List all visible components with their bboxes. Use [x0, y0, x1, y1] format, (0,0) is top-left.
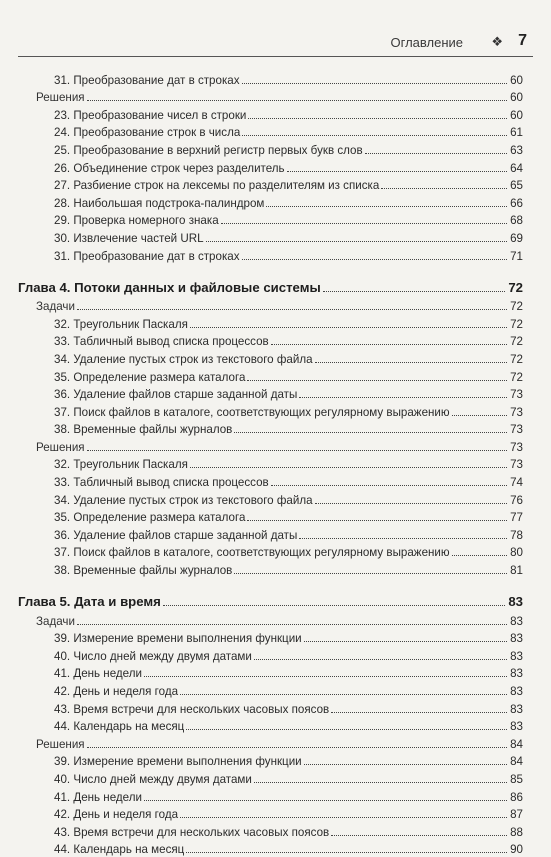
toc-page-number: 83	[508, 594, 523, 610]
toc-entry-title: 35. Определение размера каталога	[54, 370, 246, 384]
toc-entry[interactable]	[0, 525, 551, 543]
dot-leader	[323, 291, 506, 292]
toc-page-number: 76	[510, 493, 523, 507]
dot-leader	[221, 223, 507, 224]
toc-entry[interactable]	[0, 629, 551, 647]
toc-entry-title: 33. Табличный вывод списка процессов	[54, 335, 269, 349]
toc-page-number: 60	[510, 91, 523, 105]
toc-section-heading[interactable]	[0, 437, 551, 455]
toc-page-number: 83	[510, 702, 523, 716]
toc-entry-title: 32. Треугольник Паскаля	[54, 458, 188, 472]
header-title: Оглавление	[390, 35, 463, 50]
toc-entry-title: Решения	[36, 440, 85, 454]
dot-leader	[247, 520, 507, 521]
toc-entry-title: 38. Временные файлы журналов	[54, 423, 233, 437]
dot-leader	[381, 188, 507, 189]
toc-page-number: 83	[510, 667, 523, 681]
toc-entry[interactable]	[0, 805, 551, 823]
toc-entry-title: 26. Объединение строк через разделитель	[54, 161, 285, 175]
toc-entry-title: Задачи	[36, 300, 75, 314]
toc-entry-title: 39. Измерение времени выполнения функции	[54, 755, 302, 769]
toc-page-number: 83	[510, 649, 523, 663]
toc-entry-title: 40. Число дней между двумя датами	[54, 772, 252, 786]
toc-entry[interactable]	[0, 822, 551, 840]
toc-entry[interactable]	[0, 246, 551, 264]
toc-page-number: 60	[510, 73, 523, 87]
dot-leader	[452, 555, 508, 556]
toc-page-number: 61	[510, 126, 523, 140]
dot-leader	[271, 344, 507, 345]
toc-entry-title: 35. Определение размера каталога	[54, 511, 246, 525]
toc-entry[interactable]	[0, 123, 551, 141]
toc-page-number: 81	[510, 564, 523, 578]
toc-entry-title: 29. Проверка номерного знака	[54, 214, 219, 228]
dot-leader	[299, 538, 507, 539]
toc-section-heading[interactable]	[0, 611, 551, 629]
toc-page-number: 72	[510, 317, 523, 331]
dot-leader	[234, 573, 507, 574]
toc-entry-title: 38. Временные файлы журналов	[54, 564, 233, 578]
toc-entry-title: 40. Число дней между двумя датами	[54, 649, 252, 663]
toc-page-number: 72	[510, 335, 523, 349]
dot-leader	[304, 641, 507, 642]
dot-leader	[266, 206, 507, 207]
toc-section-heading[interactable]	[0, 88, 551, 106]
toc-entry-title: 27. Разбиение строк на лексемы по разделителям из списка	[54, 179, 380, 193]
toc-entry-title: 33. Табличный вывод списка процессов	[54, 476, 269, 490]
dot-leader	[180, 817, 507, 818]
toc-page-number: 72	[508, 279, 523, 295]
toc-page-number: 63	[510, 143, 523, 157]
dot-leader	[365, 153, 507, 154]
toc-entry[interactable]	[0, 769, 551, 787]
dot-leader	[242, 135, 507, 136]
dot-leader	[287, 171, 507, 172]
toc-entry[interactable]	[0, 385, 551, 403]
dot-leader	[87, 450, 508, 451]
toc-entry-title: Задачи	[36, 614, 75, 628]
toc-entry[interactable]	[0, 560, 551, 578]
dot-leader	[180, 694, 507, 695]
toc-page-number: 73	[510, 458, 523, 472]
toc-page-number: 66	[510, 196, 523, 210]
toc-entry-title: Решения	[36, 91, 85, 105]
dot-leader	[77, 309, 507, 310]
dot-leader	[271, 485, 507, 486]
toc-entry[interactable]	[0, 140, 551, 158]
toc-entry-title: Решения	[36, 737, 85, 751]
toc-page-number: 73	[510, 405, 523, 419]
dot-leader	[144, 676, 507, 677]
toc-entry[interactable]	[0, 717, 551, 735]
toc-entry[interactable]	[0, 455, 551, 473]
toc-entry[interactable]	[0, 699, 551, 717]
toc-entry[interactable]	[0, 349, 551, 367]
toc-chapter-heading[interactable]	[0, 587, 551, 611]
toc-page-number: 88	[510, 825, 523, 839]
toc-entry-title: 37. Поиск файлов в каталоге, соответствующих регулярному выражению	[54, 546, 450, 560]
dot-leader	[315, 362, 508, 363]
dot-leader	[248, 118, 507, 119]
toc-page-number: 65	[510, 179, 523, 193]
dot-leader	[242, 259, 508, 260]
dot-leader	[299, 397, 507, 398]
toc-entry-title: 23. Преобразование чисел в строки	[54, 108, 247, 122]
toc-entry-title: Глава 4. Потоки данных и файловые системы	[18, 279, 321, 295]
toc-entry-title: Глава 5. Дата и время	[18, 594, 161, 610]
toc-page-number: 83	[510, 685, 523, 698]
toc-entry-title: 42. День и неделя года	[54, 808, 179, 822]
dot-leader	[247, 380, 507, 381]
toc-entry[interactable]	[0, 543, 551, 561]
dot-leader	[304, 764, 507, 765]
dot-leader	[190, 467, 507, 468]
toc-entry-title: 31. Преобразование дат в строках	[54, 249, 240, 263]
toc-section-heading[interactable]	[0, 734, 551, 752]
toc-entry[interactable]	[0, 211, 551, 229]
toc-entry-title: 32. Треугольник Паскаля	[54, 317, 188, 331]
toc-entry-title: 42. День и неделя года	[54, 685, 179, 698]
toc-entry-title: 43. Время встречи для нескольких часовых поясов	[54, 825, 330, 839]
toc-entry[interactable]	[0, 472, 551, 490]
toc-entry-title: 34. Удаление пустых строк из текстового файла	[54, 493, 313, 507]
toc-entry-title: 30. Извлечение частей URL	[54, 231, 204, 245]
toc-page-number: 68	[510, 214, 523, 228]
toc-page-number: 73	[510, 388, 523, 402]
toc-page-number: 72	[510, 352, 523, 366]
toc-entry[interactable]	[0, 105, 551, 123]
dot-leader	[242, 83, 508, 84]
toc-entry[interactable]	[0, 367, 551, 385]
toc-page-number: 83	[510, 614, 523, 628]
toc-entry-title: 31. Преобразование дат в строках	[54, 73, 240, 87]
header-divider	[18, 56, 533, 57]
toc-page-number: 87	[510, 808, 523, 822]
toc-entry-title: 36. Удаление файлов старше заданной даты	[54, 528, 298, 542]
toc-entry-title: 28. Наибольшая подстрока-палиндром	[54, 196, 265, 210]
toc-entry-title: 44. Календарь на месяц	[54, 720, 185, 734]
toc-chapter-heading[interactable]	[0, 273, 551, 297]
toc-page-number: 73	[510, 423, 523, 437]
dot-leader	[77, 624, 507, 625]
toc-entry-title: 44. Календарь на месяц	[54, 843, 185, 857]
toc-entry-title: 25. Преобразование в верхний регистр первых букв слов	[54, 143, 363, 157]
toc-entry[interactable]	[0, 490, 551, 508]
header-page-number: 7	[518, 32, 527, 49]
toc-page-number: 90	[510, 843, 523, 857]
dot-leader	[163, 605, 505, 606]
dot-leader	[186, 852, 507, 853]
toc-page-number: 74	[510, 476, 523, 490]
toc-entry[interactable]	[0, 193, 551, 211]
chapter-spacer	[0, 578, 551, 587]
toc-entry[interactable]	[0, 332, 551, 350]
toc-page-number: 71	[510, 249, 523, 263]
toc-entry[interactable]	[0, 752, 551, 770]
toc-entry-title: 39. Измерение времени выполнения функции	[54, 632, 302, 646]
toc-entry[interactable]	[0, 787, 551, 805]
dot-leader	[254, 659, 507, 660]
toc-page-number: 80	[510, 546, 523, 560]
dot-leader	[186, 729, 507, 730]
toc-entry-title: 36. Удаление файлов старше заданной даты	[54, 388, 298, 402]
dot-leader	[87, 747, 508, 748]
toc-entry[interactable]	[0, 508, 551, 526]
toc-page-number: 64	[510, 161, 523, 175]
toc-page-number: 72	[510, 370, 523, 384]
toc-entry[interactable]	[0, 228, 551, 246]
dot-leader	[144, 800, 507, 801]
toc-entry[interactable]	[0, 158, 551, 176]
toc-entry[interactable]	[0, 681, 551, 699]
page-header	[0, 0, 551, 64]
toc-entry[interactable]	[0, 70, 551, 88]
toc-page-number: 78	[510, 528, 523, 542]
toc-page-number: 85	[510, 772, 523, 786]
toc-page-number: 60	[510, 108, 523, 122]
dot-leader	[331, 835, 507, 836]
toc-entry[interactable]	[0, 420, 551, 438]
toc-entry[interactable]	[0, 664, 551, 682]
toc-entry-title: 37. Поиск файлов в каталоге, соответствующих регулярному выражению	[54, 405, 450, 419]
dot-leader	[190, 327, 507, 328]
toc-section-heading[interactable]	[0, 297, 551, 315]
toc-entry-title: 43. Время встречи для нескольких часовых поясов	[54, 702, 330, 716]
diamond-ornament-icon: ❖	[491, 34, 503, 49]
toc-entry[interactable]	[0, 840, 551, 857]
toc-entry[interactable]	[0, 646, 551, 664]
toc-entry-title: 41. День недели	[54, 667, 142, 681]
dot-leader	[206, 241, 508, 242]
toc-page-number: 83	[510, 720, 523, 734]
dot-leader	[315, 503, 508, 504]
toc-page-number: 72	[510, 300, 523, 314]
toc-entry-title: 24. Преобразование строк в числа	[54, 126, 241, 140]
toc-page-number: 77	[510, 511, 523, 525]
toc-page-number: 84	[510, 737, 523, 751]
toc-page-number: 69	[510, 231, 523, 245]
dot-leader	[331, 712, 507, 713]
toc-entry[interactable]	[0, 402, 551, 420]
toc-entry[interactable]	[0, 314, 551, 332]
toc-entry[interactable]	[0, 176, 551, 194]
dot-leader	[452, 415, 508, 416]
dot-leader	[234, 432, 507, 433]
toc-entry-title: 41. День недели	[54, 790, 142, 804]
dot-leader	[254, 782, 507, 783]
chapter-spacer	[0, 264, 551, 273]
toc-page-number: 86	[510, 790, 523, 804]
table-of-contents	[0, 70, 551, 857]
dot-leader	[87, 100, 508, 101]
toc-page-number: 83	[510, 632, 523, 646]
toc-entry-title: 34. Удаление пустых строк из текстового файла	[54, 352, 313, 366]
toc-page-number: 84	[510, 755, 523, 769]
toc-page-number: 73	[510, 440, 523, 454]
